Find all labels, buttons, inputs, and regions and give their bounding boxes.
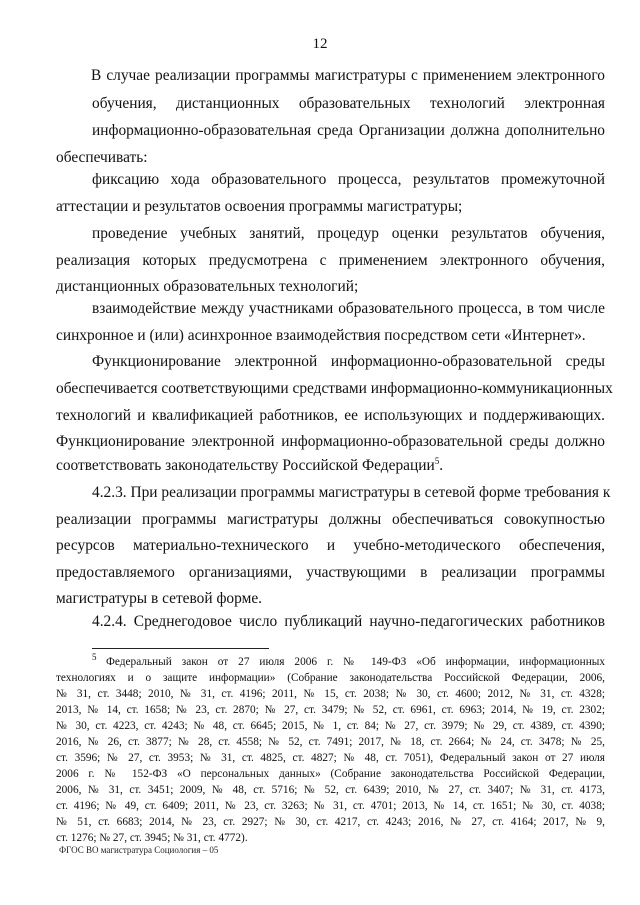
text-line: синхронное и (или) асинхронное взаимодействия посредством сети «Интернет». <box>56 327 586 344</box>
text-line: реализации программы магистратуры должны обеспечиваться совокупностью <box>56 511 605 528</box>
text-line: обучения, дистанционных образовательных технологий электронная <box>92 95 605 112</box>
text-line: дистанционных образовательных технологий; <box>56 278 359 295</box>
footnote-reference: 5 <box>434 455 440 466</box>
text-line: фиксацию хода образовательного процесса, результатов промежуточной <box>92 171 605 188</box>
text-line: взаимодействие между участниками образовательного процесса, в том числе <box>92 300 605 317</box>
footnote-line: 2006 г. № 152-ФЗ «О персональных данных» (Собрание законодательства Российской Федерации, <box>56 768 605 780</box>
text-span: соответствовать законодательству Российской Федерации <box>56 457 435 474</box>
text-line: В случае реализации программы магистратуры с применением электронного <box>91 67 605 84</box>
text-line: информационно-образовательная среда Организации должна дополнительно <box>92 122 605 139</box>
text-line: обеспечивать: <box>56 149 148 166</box>
text-line: предоставляемого организациями, участвующими в реализации программы <box>56 564 605 581</box>
footnote-line: технологиях и о защите информации» (Собрание законодательства Российской Федерации, 2006, <box>56 672 605 684</box>
text-line: технологий и квалификацией работников, ее использующих и поддерживающих. <box>56 407 605 424</box>
footnote-line: 2006, № 31, ст. 3451; 2009, № 48, ст. 5716; № 52, ст. 6439; 2010, № 27, ст. 3407; № 31, ст. 4173, <box>56 784 605 796</box>
footnote-line: № 51, ст. 6683; 2014, № 23, ст. 2927; № 30, ст. 4217, ст. 4243; 2016, № 27, ст. 4164; 2017, № 9, <box>56 816 605 828</box>
page-footer: ФГОС ВО магистратура Социология – 05 <box>59 845 219 855</box>
text-line: обеспечивается соответствующими средствами информационно-коммуникационных <box>56 380 613 397</box>
text-line: реализация которых предусмотрена с применением электронного обучения, <box>56 252 605 269</box>
footnote-line: 2013, № 14, ст. 1658; № 23, ст. 2870; № 27, ст. 3479; № 52, ст. 6961, ст. 6963; 2014, № 19, ст. 2302; <box>56 704 605 716</box>
text-line: ресурсов материально-технического и учебно-методического обеспечения, <box>56 537 605 554</box>
footnote-marker: 5 <box>92 652 97 663</box>
text-line <box>56 456 443 476</box>
text-line: 4.2.4. Среднегодовое число публикаций научно-педагогических работников <box>92 613 605 630</box>
text-line: проведение учебных занятий, процедур оценки результатов обучения, <box>92 225 605 242</box>
footnote-line: 2016, № 26, ст. 3877; № 28, ст. 4558; № 52, ст. 7491; 2017, № 18, ст. 2664; № 24, ст. 3478; № 25, <box>56 736 605 748</box>
text-line: 4.2.3. При реализации программы магистратуры в сетевой форме требования к <box>92 484 611 501</box>
text-line: магистратуры в сетевой форме. <box>56 590 262 607</box>
page-number: 12 <box>312 36 328 52</box>
text-span: . <box>439 457 444 474</box>
footnote-separator <box>92 648 269 649</box>
text-line: Функционирование электронной информационно-образовательной среды должно <box>56 433 605 450</box>
footnote-line: ст. 4196; № 49, ст. 6409; 2011, № 23, ст. 3263; № 31, ст. 4701; 2013, № 14, ст. 1651; № 30, ст. 4038; <box>56 800 605 812</box>
text-span: Федеральный закон от 27 июля 2006 г. № 149-ФЗ «Об информации, информационных <box>106 656 605 668</box>
footnote-line: № 31, ст. 3448; 2010, № 31, ст. 4196; 2011, № 15, ст. 2038; № 30, ст. 4600; 2012, № 31, ст. 4328; <box>56 688 605 700</box>
footnote-line: ст. 1276; № 27, ст. 3945; № 31, ст. 4772). <box>56 832 248 844</box>
footnote-line <box>92 654 605 670</box>
footnote-line: ст. 3596; № 27, ст. 3953; № 31, ст. 4825, ст. 4827; № 48, ст. 7051), Федеральный закон от 27 июля <box>56 752 605 764</box>
text-line: аттестации и результатов освоения программы магистратуры; <box>56 198 463 215</box>
text-line: Функционирование электронной информационно-образовательной среды <box>92 353 605 370</box>
footnote-line: № 30, ст. 4223, ст. 4243; № 48, ст. 6645; 2015, № 1, ст. 84; № 27, ст. 3979; № 29, ст. 4389, ст. 4390; <box>56 720 605 732</box>
